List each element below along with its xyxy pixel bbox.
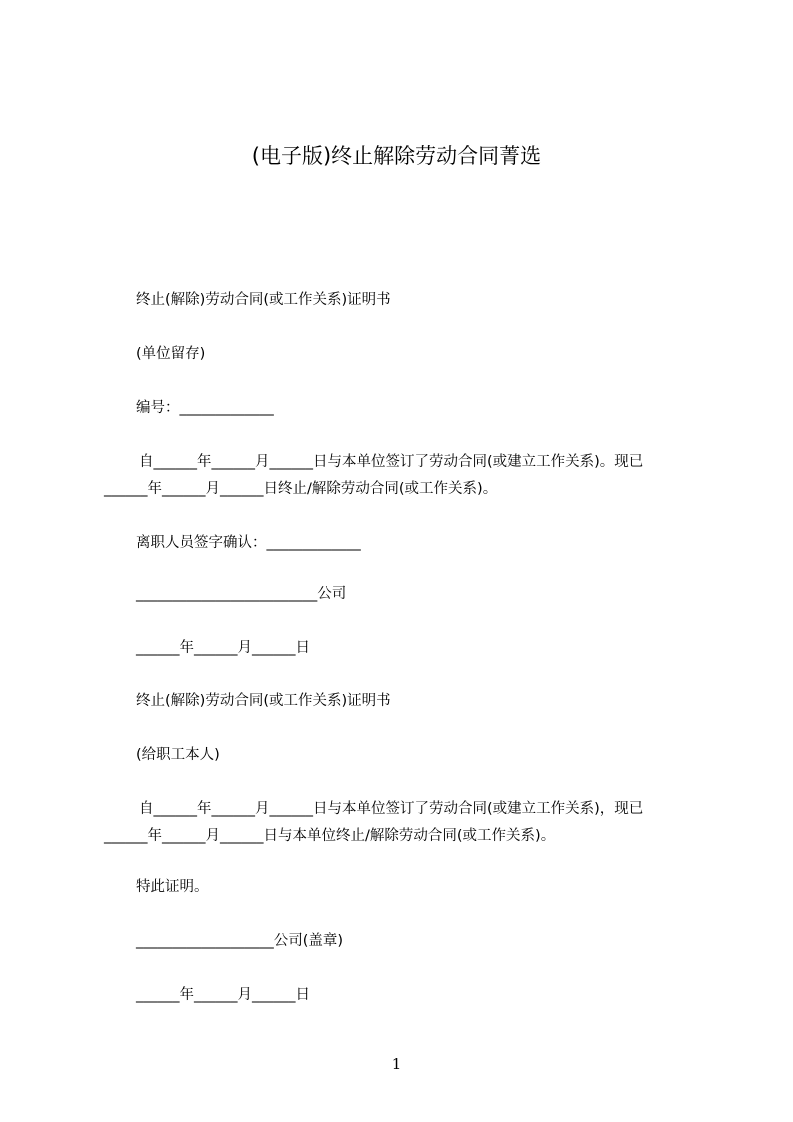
document-title: (电子版)终止解除劳动合同菁选 xyxy=(251,144,542,168)
contract-date-line-2: 自______年______月______日与本单位签订了劳动合同(或建立工作关系)，现已 xyxy=(139,801,644,817)
company-seal-line: ___________________公司(盖章) xyxy=(136,933,344,949)
termination-date-line: ______年______月______日终止/解除劳动合同(或工作关系)。 xyxy=(104,481,498,497)
date-line: ______年______月______日 xyxy=(136,640,310,656)
termination-date-line-2: ______年______月______日与本单位终止/解除劳动合同(或工作关系)。 xyxy=(104,828,556,844)
contract-date-line: 自______年______月______日与本单位签订了劳动合同(或建立工作关系)。现已 xyxy=(139,454,644,470)
company-name-line: _________________________公司 xyxy=(136,586,347,602)
unit-copy-label: (单位留存) xyxy=(136,346,206,362)
serial-number-line: 编号：_____________ xyxy=(136,400,274,416)
certification-statement: 特此证明。 xyxy=(136,879,209,895)
employee-signature-line: 离职人员签字确认：_____________ xyxy=(136,535,361,551)
section-heading-unit-copy: 终止(解除)劳动合同(或工作关系)证明书 xyxy=(136,292,391,308)
page-number: 1 xyxy=(391,1055,402,1073)
employee-copy-label: (给职工本人) xyxy=(136,747,220,763)
date-line-2: ______年______月______日 xyxy=(136,987,310,1003)
section-heading-employee-copy: 终止(解除)劳动合同(或工作关系)证明书 xyxy=(136,693,391,709)
